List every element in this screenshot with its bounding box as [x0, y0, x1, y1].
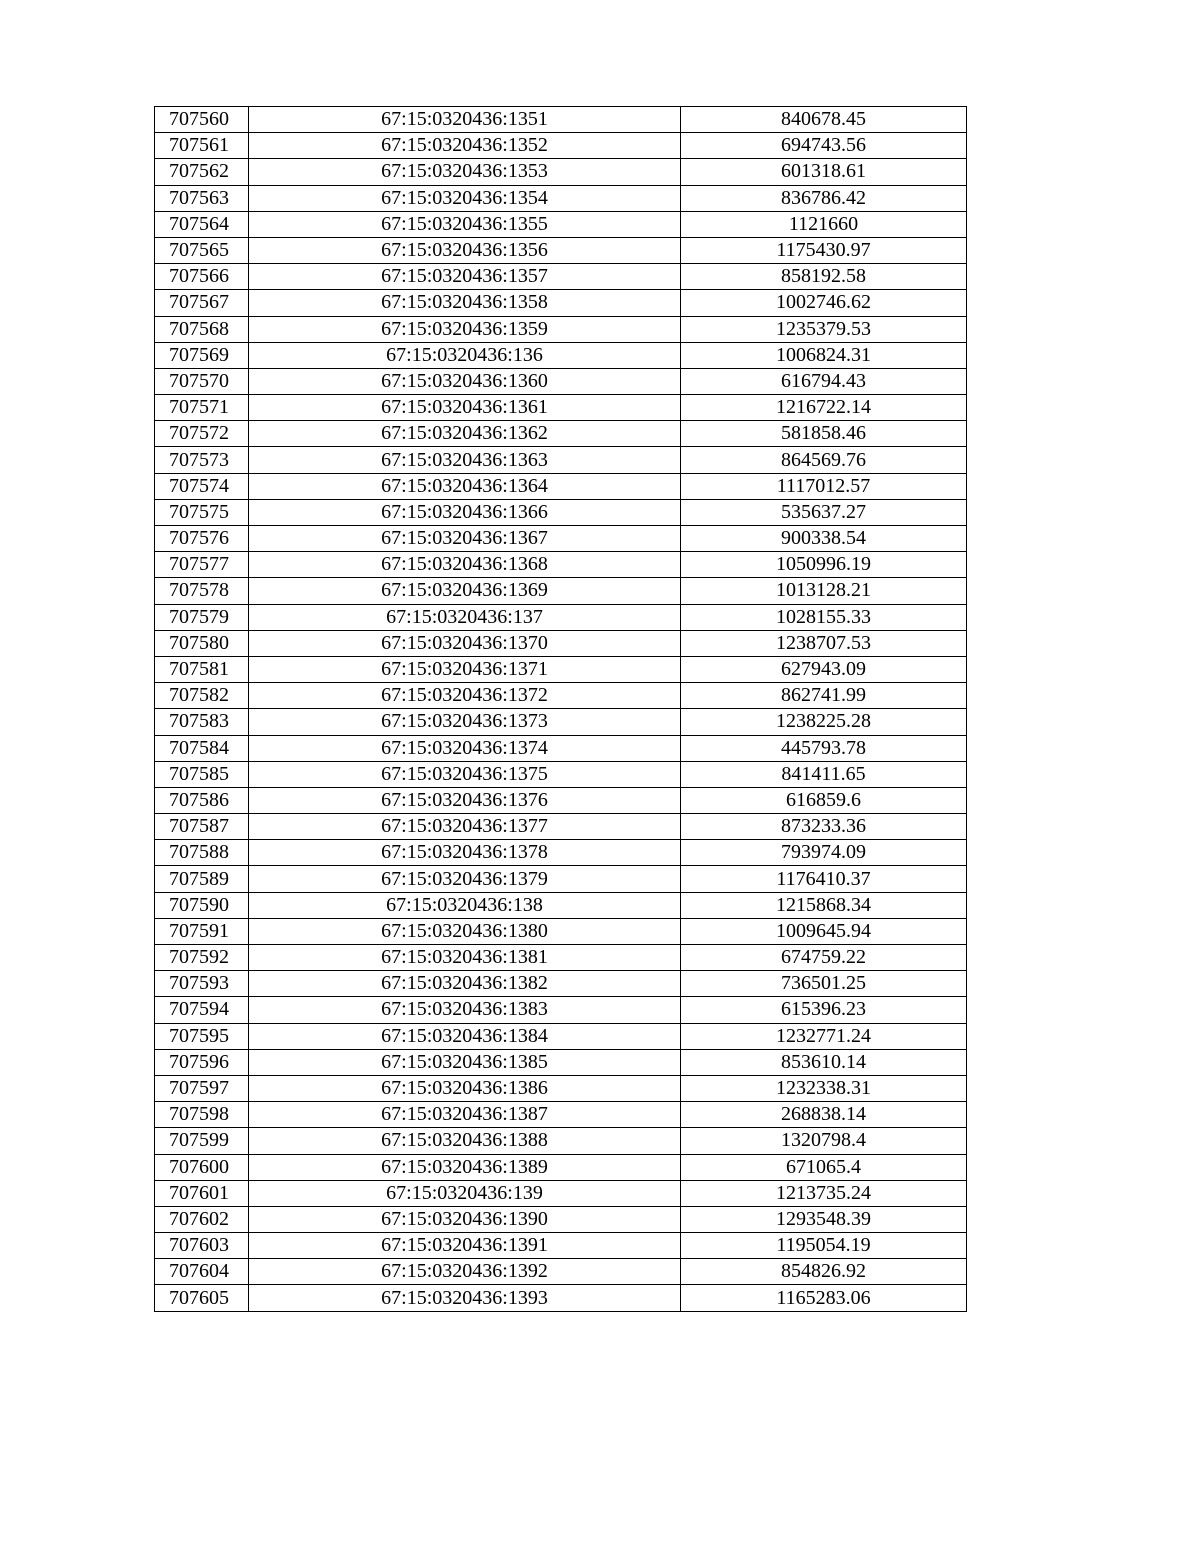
cadastral-value-cell: 1216722.14 — [681, 395, 967, 421]
cadastral-value-cell: 1165283.06 — [681, 1285, 967, 1311]
cadastral-value-cell: 1009645.94 — [681, 918, 967, 944]
row-number-cell: 707582 — [155, 683, 249, 709]
cadastral-number-cell: 67:15:0320436:1384 — [249, 1023, 681, 1049]
cadastral-value-cell: 1215868.34 — [681, 892, 967, 918]
row-number-cell: 707561 — [155, 133, 249, 159]
cadastral-number-cell: 67:15:0320436:1359 — [249, 316, 681, 342]
cadastral-value-table — [154, 106, 967, 1312]
cadastral-number-cell: 67:15:0320436:1373 — [249, 709, 681, 735]
table-row — [155, 499, 967, 525]
cadastral-value-cell: 841411.65 — [681, 761, 967, 787]
row-number-cell: 707572 — [155, 421, 249, 447]
table-row — [155, 1128, 967, 1154]
table-row — [155, 1023, 967, 1049]
row-number-cell: 707569 — [155, 342, 249, 368]
row-number-cell: 707593 — [155, 971, 249, 997]
cadastral-value-cell: 616859.6 — [681, 787, 967, 813]
row-number-cell: 707590 — [155, 892, 249, 918]
row-number-cell: 707574 — [155, 473, 249, 499]
cadastral-value-cell: 1320798.4 — [681, 1128, 967, 1154]
cadastral-value-cell: 1213735.24 — [681, 1180, 967, 1206]
cadastral-value-cell: 671065.4 — [681, 1154, 967, 1180]
row-number-cell: 707580 — [155, 630, 249, 656]
cadastral-value-cell: 873233.36 — [681, 814, 967, 840]
table-row — [155, 971, 967, 997]
row-number-cell: 707599 — [155, 1128, 249, 1154]
row-number-cell: 707576 — [155, 526, 249, 552]
row-number-cell: 707571 — [155, 395, 249, 421]
table-row — [155, 211, 967, 237]
cadastral-value-cell: 627943.09 — [681, 656, 967, 682]
cadastral-number-cell: 67:15:0320436:1363 — [249, 447, 681, 473]
cadastral-number-cell: 67:15:0320436:139 — [249, 1180, 681, 1206]
cadastral-value-cell: 1117012.57 — [681, 473, 967, 499]
table-row — [155, 892, 967, 918]
cadastral-number-cell: 67:15:0320436:1356 — [249, 237, 681, 263]
table-row — [155, 1285, 967, 1311]
cadastral-value-cell: 615396.23 — [681, 997, 967, 1023]
table-row — [155, 656, 967, 682]
cadastral-number-cell: 67:15:0320436:1369 — [249, 578, 681, 604]
cadastral-number-cell: 67:15:0320436:1382 — [249, 971, 681, 997]
cadastral-value-cell: 854826.92 — [681, 1259, 967, 1285]
row-number-cell: 707575 — [155, 499, 249, 525]
table-row — [155, 630, 967, 656]
cadastral-value-cell: 581858.46 — [681, 421, 967, 447]
cadastral-number-cell: 67:15:0320436:137 — [249, 604, 681, 630]
cadastral-number-cell: 67:15:0320436:1360 — [249, 368, 681, 394]
table-row — [155, 316, 967, 342]
table-body — [155, 107, 967, 1312]
cadastral-value-cell: 1238225.28 — [681, 709, 967, 735]
row-number-cell: 707587 — [155, 814, 249, 840]
table-row — [155, 814, 967, 840]
cadastral-value-cell: 1232338.31 — [681, 1075, 967, 1101]
table-row — [155, 368, 967, 394]
cadastral-value-cell: 1175430.97 — [681, 237, 967, 263]
cadastral-value-cell: 1195054.19 — [681, 1233, 967, 1259]
table-row — [155, 1180, 967, 1206]
row-number-cell: 707567 — [155, 290, 249, 316]
table-row — [155, 866, 967, 892]
row-number-cell: 707604 — [155, 1259, 249, 1285]
row-number-cell: 707603 — [155, 1233, 249, 1259]
table-row — [155, 709, 967, 735]
cadastral-number-cell: 67:15:0320436:1385 — [249, 1049, 681, 1075]
table-row — [155, 945, 967, 971]
cadastral-value-cell: 268838.14 — [681, 1102, 967, 1128]
row-number-cell: 707573 — [155, 447, 249, 473]
cadastral-number-cell: 67:15:0320436:1381 — [249, 945, 681, 971]
cadastral-number-cell: 67:15:0320436:1358 — [249, 290, 681, 316]
cadastral-value-cell: 900338.54 — [681, 526, 967, 552]
cadastral-number-cell: 67:15:0320436:1367 — [249, 526, 681, 552]
table-row — [155, 447, 967, 473]
cadastral-number-cell: 67:15:0320436:1354 — [249, 185, 681, 211]
table-row — [155, 1075, 967, 1101]
cadastral-number-cell: 67:15:0320436:1355 — [249, 211, 681, 237]
cadastral-value-cell: 793974.09 — [681, 840, 967, 866]
table-row — [155, 1259, 967, 1285]
table-row — [155, 264, 967, 290]
cadastral-value-cell: 1002746.62 — [681, 290, 967, 316]
cadastral-number-cell: 67:15:0320436:1371 — [249, 656, 681, 682]
cadastral-value-cell: 1006824.31 — [681, 342, 967, 368]
row-number-cell: 707579 — [155, 604, 249, 630]
cadastral-number-cell: 67:15:0320436:138 — [249, 892, 681, 918]
row-number-cell: 707595 — [155, 1023, 249, 1049]
cadastral-value-cell: 862741.99 — [681, 683, 967, 709]
cadastral-number-cell: 67:15:0320436:1357 — [249, 264, 681, 290]
cadastral-number-cell: 67:15:0320436:1368 — [249, 552, 681, 578]
row-number-cell: 707560 — [155, 107, 249, 133]
row-number-cell: 707588 — [155, 840, 249, 866]
table-row — [155, 421, 967, 447]
row-number-cell: 707598 — [155, 1102, 249, 1128]
cadastral-value-cell: 674759.22 — [681, 945, 967, 971]
cadastral-number-cell: 67:15:0320436:1383 — [249, 997, 681, 1023]
row-number-cell: 707602 — [155, 1206, 249, 1232]
table-row — [155, 159, 967, 185]
cadastral-value-cell: 1050996.19 — [681, 552, 967, 578]
table-row — [155, 395, 967, 421]
row-number-cell: 707563 — [155, 185, 249, 211]
row-number-cell: 707584 — [155, 735, 249, 761]
table-row — [155, 918, 967, 944]
cadastral-value-cell: 840678.45 — [681, 107, 967, 133]
cadastral-number-cell: 67:15:0320436:1375 — [249, 761, 681, 787]
row-number-cell: 707589 — [155, 866, 249, 892]
table-row — [155, 735, 967, 761]
cadastral-number-cell: 67:15:0320436:1366 — [249, 499, 681, 525]
cadastral-value-cell: 601318.61 — [681, 159, 967, 185]
cadastral-number-cell: 67:15:0320436:1352 — [249, 133, 681, 159]
row-number-cell: 707594 — [155, 997, 249, 1023]
row-number-cell: 707565 — [155, 237, 249, 263]
cadastral-value-cell: 1013128.21 — [681, 578, 967, 604]
cadastral-number-cell: 67:15:0320436:1372 — [249, 683, 681, 709]
row-number-cell: 707601 — [155, 1180, 249, 1206]
table-row — [155, 683, 967, 709]
cadastral-number-cell: 67:15:0320436:1392 — [249, 1259, 681, 1285]
table-row — [155, 1206, 967, 1232]
table-row — [155, 552, 967, 578]
table-row — [155, 761, 967, 787]
table-row — [155, 578, 967, 604]
cadastral-value-cell: 1235379.53 — [681, 316, 967, 342]
cadastral-value-cell: 736501.25 — [681, 971, 967, 997]
table-row — [155, 604, 967, 630]
cadastral-value-cell: 535637.27 — [681, 499, 967, 525]
row-number-cell: 707564 — [155, 211, 249, 237]
cadastral-number-cell: 67:15:0320436:1393 — [249, 1285, 681, 1311]
table-row — [155, 526, 967, 552]
row-number-cell: 707568 — [155, 316, 249, 342]
cadastral-value-cell: 445793.78 — [681, 735, 967, 761]
row-number-cell: 707597 — [155, 1075, 249, 1101]
row-number-cell: 707591 — [155, 918, 249, 944]
cadastral-number-cell: 67:15:0320436:1391 — [249, 1233, 681, 1259]
cadastral-value-cell: 1028155.33 — [681, 604, 967, 630]
cadastral-number-cell: 67:15:0320436:1361 — [249, 395, 681, 421]
cadastral-number-cell: 67:15:0320436:1376 — [249, 787, 681, 813]
row-number-cell: 707592 — [155, 945, 249, 971]
table-row — [155, 342, 967, 368]
table-row — [155, 787, 967, 813]
cadastral-number-cell: 67:15:0320436:1351 — [249, 107, 681, 133]
cadastral-value-cell: 858192.58 — [681, 264, 967, 290]
row-number-cell: 707605 — [155, 1285, 249, 1311]
cadastral-number-cell: 67:15:0320436:1390 — [249, 1206, 681, 1232]
cadastral-value-cell: 1176410.37 — [681, 866, 967, 892]
row-number-cell: 707578 — [155, 578, 249, 604]
row-number-cell: 707570 — [155, 368, 249, 394]
cadastral-value-cell: 853610.14 — [681, 1049, 967, 1075]
row-number-cell: 707596 — [155, 1049, 249, 1075]
cadastral-number-cell: 67:15:0320436:1379 — [249, 866, 681, 892]
row-number-cell: 707583 — [155, 709, 249, 735]
cadastral-value-cell: 694743.56 — [681, 133, 967, 159]
cadastral-number-cell: 67:15:0320436:1380 — [249, 918, 681, 944]
cadastral-number-cell: 67:15:0320436:1370 — [249, 630, 681, 656]
row-number-cell: 707562 — [155, 159, 249, 185]
cadastral-value-cell: 1232771.24 — [681, 1023, 967, 1049]
table-row — [155, 997, 967, 1023]
cadastral-number-cell: 67:15:0320436:1377 — [249, 814, 681, 840]
cadastral-number-cell: 67:15:0320436:1374 — [249, 735, 681, 761]
cadastral-value-cell: 1293548.39 — [681, 1206, 967, 1232]
table-row — [155, 290, 967, 316]
table-row — [155, 185, 967, 211]
table-row — [155, 1154, 967, 1180]
table-row — [155, 1102, 967, 1128]
cadastral-number-cell: 67:15:0320436:1353 — [249, 159, 681, 185]
cadastral-number-cell: 67:15:0320436:1364 — [249, 473, 681, 499]
table-row — [155, 840, 967, 866]
cadastral-number-cell: 67:15:0320436:1389 — [249, 1154, 681, 1180]
cadastral-number-cell: 67:15:0320436:1388 — [249, 1128, 681, 1154]
row-number-cell: 707585 — [155, 761, 249, 787]
table-row — [155, 1049, 967, 1075]
row-number-cell: 707600 — [155, 1154, 249, 1180]
cadastral-number-cell: 67:15:0320436:1362 — [249, 421, 681, 447]
cadastral-value-cell: 1121660 — [681, 211, 967, 237]
table-row — [155, 1233, 967, 1259]
row-number-cell: 707586 — [155, 787, 249, 813]
cadastral-value-cell: 1238707.53 — [681, 630, 967, 656]
cadastral-number-cell: 67:15:0320436:136 — [249, 342, 681, 368]
row-number-cell: 707581 — [155, 656, 249, 682]
cadastral-number-cell: 67:15:0320436:1387 — [249, 1102, 681, 1128]
cadastral-value-cell: 836786.42 — [681, 185, 967, 211]
cadastral-number-cell: 67:15:0320436:1386 — [249, 1075, 681, 1101]
cadastral-value-cell: 864569.76 — [681, 447, 967, 473]
cadastral-number-cell: 67:15:0320436:1378 — [249, 840, 681, 866]
table-row — [155, 107, 967, 133]
table-row — [155, 473, 967, 499]
row-number-cell: 707577 — [155, 552, 249, 578]
cadastral-value-cell: 616794.43 — [681, 368, 967, 394]
table-row — [155, 133, 967, 159]
table-row — [155, 237, 967, 263]
row-number-cell: 707566 — [155, 264, 249, 290]
